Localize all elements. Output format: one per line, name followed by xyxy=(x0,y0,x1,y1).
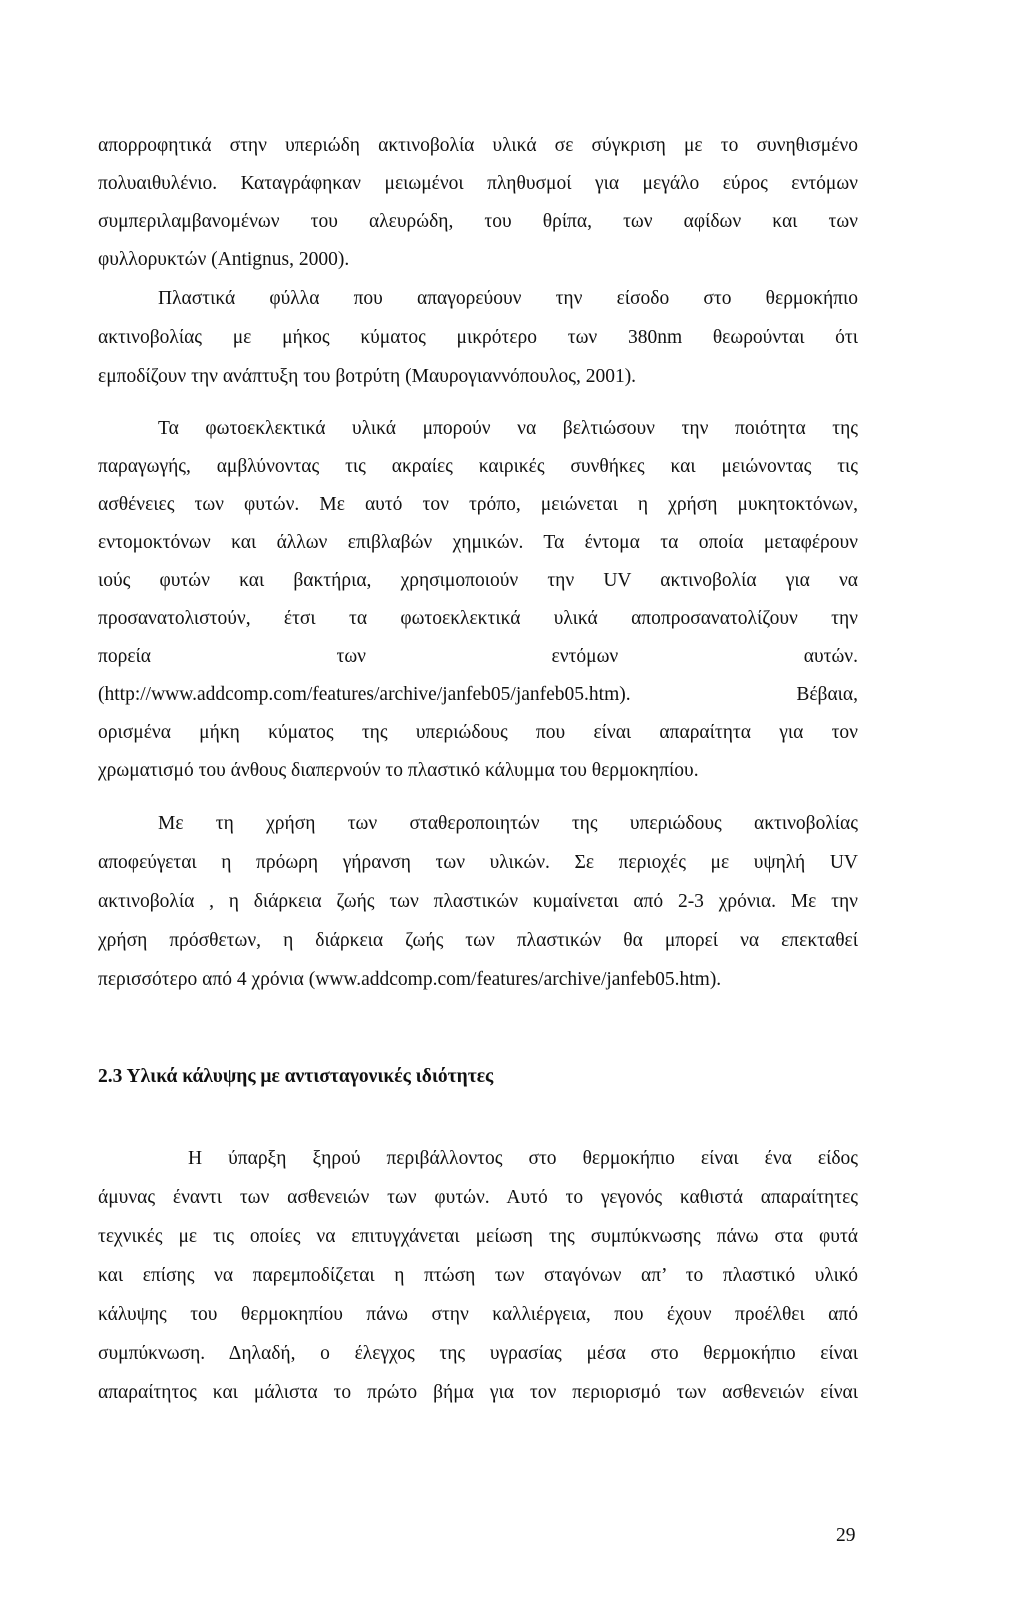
paragraph-line: χρωματισμό του άνθους διαπερνούν το πλαστικό κάλυμμα του θερμοκηπίου. xyxy=(98,760,699,781)
paragraph-line: Πλαστικά φύλλα που απαγορεύουν την είσοδο στο θερμοκήπιο xyxy=(158,288,858,309)
paragraph-line: χρήση πρόσθετων, η διάρκεια ζωής των πλαστικών θα μπορεί να επεκταθεί xyxy=(98,930,858,951)
paragraph-line: εμποδίζουν την ανάπτυξη του βοτρύτη (Μαυρογιαννόπουλος, 2001). xyxy=(98,366,637,387)
paragraph-line: φυλλορυκτών (Antignus, 2000). xyxy=(98,249,350,270)
paragraph-line: απαραίτητος και μάλιστα το πρώτο βήμα για τον περιορισμό των ασθενειών είναι xyxy=(98,1382,858,1403)
paragraph-line: πορεία των εντόμων αυτών. xyxy=(98,646,858,667)
paragraph-line: Τα φωτοεκλεκτικά υλικά μπορούν να βελτιώσουν την ποιότητα της xyxy=(158,418,858,439)
paragraph-line: κάλυψης του θερμοκηπίου πάνω στην καλλιέργεια, που έχουν προέλθει από xyxy=(98,1304,858,1325)
paragraph-line: απορροφητικά στην υπεριώδη ακτινοβολία υλικά σε σύγκριση με το συνηθισμένο xyxy=(98,135,858,156)
page-number: 29 xyxy=(836,1525,856,1546)
paragraph-line: πολυαιθυλένιο. Καταγράφηκαν μειωμένοι πληθυσμοί για μεγάλο εύρος εντόμων xyxy=(98,173,858,194)
paragraph-line: και επίσης να παρεμποδίζεται η πτώση των σταγόνων απ’ το πλαστικό υλικό xyxy=(98,1265,858,1286)
paragraph-line: συμπεριλαμβανομένων του αλευρώδη, του θρίπα, των αφίδων και των xyxy=(98,211,858,232)
paragraph-line: αποφεύγεται η πρόωρη γήρανση των υλικών. Σε περιοχές με υψηλή UV xyxy=(98,852,858,873)
paragraph-line: τεχνικές με τις οποίες να επιτυγχάνεται μείωση της συμπύκνωσης πάνω στα φυτά xyxy=(98,1226,858,1247)
section-heading: 2.3 Υλικά κάλυψης με αντισταγονικές ιδιότητες xyxy=(98,1066,494,1087)
paragraph-line: προσανατολιστούν, έτσι τα φωτοεκλεκτικά υλικά αποπροσανατολίζουν την xyxy=(98,608,858,629)
paragraph-line: άμυνας έναντι των ασθενειών των φυτών. Αυτό το γεγονός καθιστά απαραίτητες xyxy=(98,1187,858,1208)
paragraph-line: Με τη χρήση των σταθεροποιητών της υπεριώδους ακτινοβολίας xyxy=(158,813,858,834)
paragraph-line: περισσότερο από 4 χρόνια (www.addcomp.com/features/archive/janfeb05.htm). xyxy=(98,969,722,990)
paragraph-line: ακτινοβολίας με μήκος κύματος μικρότερο των 380nm θεωρούνται ότι xyxy=(98,327,858,348)
paragraph-line: ακτινοβολία , η διάρκεια ζωής των πλαστικών κυμαίνεται από 2-3 χρόνια. Με την xyxy=(98,891,858,912)
paragraph-line: παραγωγής, αμβλύνοντας τις ακραίες καιρικές συνθήκες και μειώνοντας τις xyxy=(98,456,858,477)
paragraph-line: συμπύκνωση. Δηλαδή, ο έλεγχος της υγρασίας μέσα στο θερμοκήπιο είναι xyxy=(98,1343,858,1364)
paragraph-line: ασθένειες των φυτών. Με αυτό τον τρόπο, μειώνεται η χρήση μυκητοκτόνων, xyxy=(98,494,858,515)
paragraph-line: Η ύπαρξη ξηρού περιβάλλοντος στο θερμοκήπιο είναι ένα είδος xyxy=(188,1148,858,1169)
paragraph-line: (http://www.addcomp.com/features/archive/janfeb05/janfeb05.htm). Βέβαια, xyxy=(98,684,858,705)
paragraph-line: ορισμένα μήκη κύματος της υπεριώδους που είναι απαραίτητα για τον xyxy=(98,722,858,743)
paragraph-line: εντομοκτόνων και άλλων επιβλαβών χημικών. Τα έντομα τα οποία μεταφέρουν xyxy=(98,532,858,553)
paragraph-line: ιούς φυτών και βακτήρια, χρησιμοποιούν την UV ακτινοβολία για να xyxy=(98,570,858,591)
